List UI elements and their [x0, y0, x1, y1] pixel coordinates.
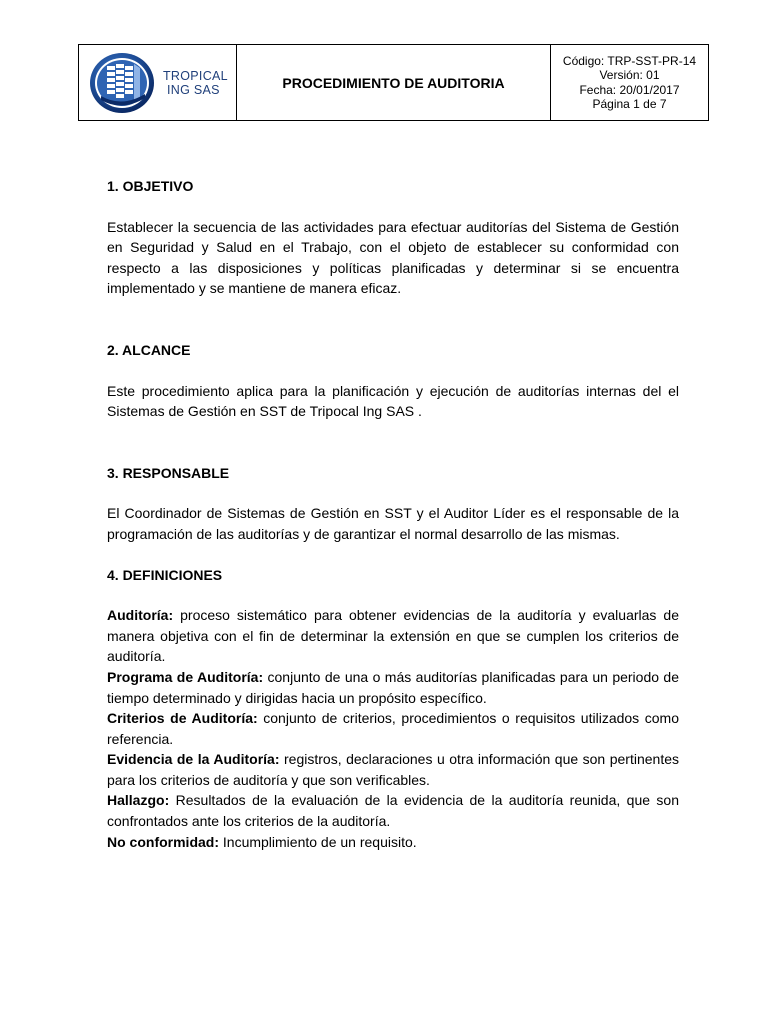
section-title-definiciones: 4. DEFINICIONES [107, 566, 223, 583]
definition-item [107, 790, 679, 831]
section-body-responsable: El Coordinador de Sistemas de Gestión en SST y el Auditor Líder es el responsable de la programación de las auditorías y de garantizar el normal desarrollo de las mismas. [107, 505, 679, 542]
company-name-line2: ING SAS [167, 82, 220, 97]
definition-text: proceso sistemático para obtener evidencias de la auditoría y evaluarlas de manera objetiva con el fin de determinar la extensión en que se cumplen los criterios de auditoría. [107, 607, 679, 665]
definition-text: registros, declaraciones u otra información que son pertinentes para los criterios de auditoría y que son verificables. [107, 751, 679, 788]
definition-item [107, 832, 679, 853]
company-name-line1: TROPICAL [163, 68, 228, 83]
section-body-alcance: Este procedimiento aplica para la planificación y ejecución de auditorías internas del el Sistemas de Gestión en SST de Tripocal Ing SAS . [107, 382, 679, 420]
definition-term: Programa de Auditoría: [107, 668, 264, 685]
definition-term: Evidencia de la Auditoría: [107, 751, 280, 768]
section-title-objetivo: 1. OBJETIVO [107, 178, 194, 194]
section-body-objetivo: Establecer la secuencia de las actividades para efectuar auditorías del Sistema de Gestión en Seguridad y Salud en el Trabajo, con el objeto de establecer su conformidad con respecto a las disposiciones y políticas planificadas y determinar si se encuentra implementado y se mantiene de manera eficaz. [107, 218, 679, 297]
definition-text: Incumplimiento de un requisito. [219, 833, 417, 850]
definition-term: Hallazgo: [107, 792, 170, 809]
document-meta [551, 45, 708, 120]
definition-item [107, 605, 679, 667]
document-title: PROCEDIMIENTO DE AUDITORIA [237, 45, 551, 120]
page-number: Página 1 de 7 [592, 97, 667, 111]
company-name [163, 69, 228, 97]
definition-term: No conformidad: [107, 833, 219, 850]
definition-text: conjunto de una o más auditorías planificadas para un periodo de tiempo determinado y dirigidas hacia un propósito específico. [107, 668, 680, 706]
definition-item [107, 708, 679, 749]
definition-term: Criterios de Auditoría: [107, 710, 258, 727]
definition-text: conjunto de criterios, procedimientos o requisitos utilizados como referencia. [107, 710, 679, 747]
definition-item [107, 667, 679, 708]
section-title-alcance: 2. ALCANCE [107, 341, 191, 358]
document-code: Código: TRP-SST-PR-14 [562, 53, 697, 68]
definition-term: Auditoría: [107, 607, 174, 624]
document-header [78, 44, 709, 121]
document-date: Fecha: 20/01/2017 [579, 82, 680, 97]
definition-item [107, 749, 679, 790]
section-title-responsable: 3. RESPONSABLE [107, 464, 230, 481]
building-globe-logo-icon [89, 52, 155, 114]
document-version: Versión: 01 [599, 68, 660, 82]
logo-cell [79, 45, 237, 120]
definition-text: Resultados de la evaluación de la evidencia de la auditoría reunida, que son confrontados ante los criterios de la auditoría. [107, 792, 679, 830]
definitions-list [107, 605, 679, 852]
document-body [107, 176, 679, 852]
